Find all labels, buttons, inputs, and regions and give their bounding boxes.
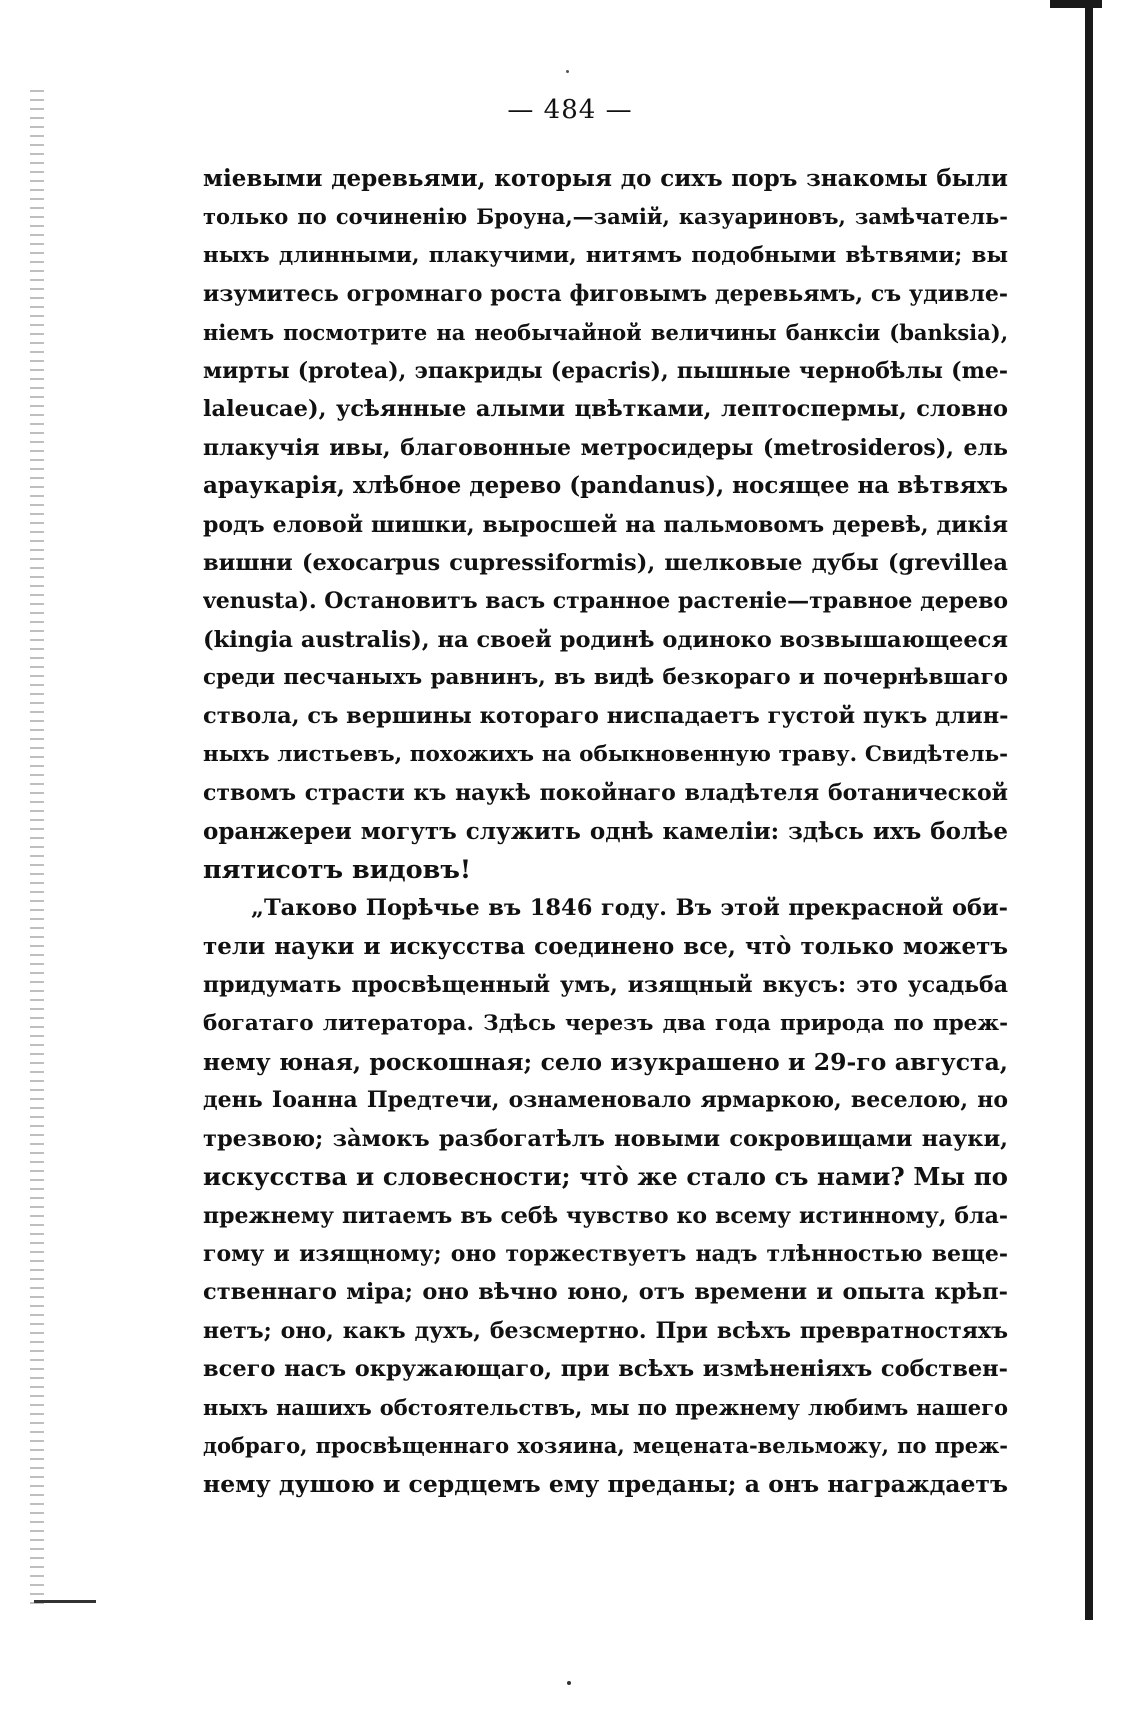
text-line: міевыми деревьями, которыя до сихъ поръ знакомы были — [203, 165, 1008, 192]
scan-speck — [567, 1681, 571, 1685]
paragraph-1 — [203, 160, 1008, 889]
text-line: родъ еловой шишки, выросшей на пальмовомъ деревѣ, дикія — [203, 511, 1008, 538]
scan-left-foot-artifact — [34, 1600, 96, 1603]
page-number: — 484 — — [507, 95, 633, 125]
text-line: тели науки и искусства соединено все, что̀ только можетъ — [203, 932, 1008, 960]
text-line: venusta). Остановитъ васъ странное растеніе—травное дерево — [203, 588, 1008, 615]
text-line: придумать просвѣщенный умъ, изящный вкусъ: это усадьба — [203, 972, 1008, 999]
text-line: трезвою; за̀мокъ разбогатѣлъ новыми сокровищами науки, — [203, 1125, 1008, 1152]
text-line: „Таково Порѣчье въ 1846 году. Въ этой прекрасной оби- — [251, 895, 1008, 922]
text-line: (kingia australis), на своей родинѣ одиноко возвышающееся — [203, 626, 1008, 653]
scan-speck — [566, 70, 569, 73]
text-line: всего насъ окружающаго, при всѣхъ измѣненіяхъ собствен- — [203, 1356, 1008, 1383]
text-line: искусства и словесности; что̀ же стало съ нами? Мы по — [203, 1162, 1008, 1192]
text-line: прежнему питаемъ въ себѣ чувство ко всему истинному, бла- — [203, 1202, 1008, 1229]
paragraph-2 — [203, 889, 1008, 1503]
text-line: ныхъ длинными, плакучими, нитямъ подобными вѣтвями; вы — [203, 242, 1008, 268]
text-line: день Іоанна Предтечи, ознаменовало ярмаркою, веселою, но — [203, 1087, 1008, 1114]
text-line: мирты (protea), эпакриды (epacris), пышные чернобѣлы (me- — [203, 357, 1008, 384]
text-line: laleucae), усѣянные алыми цвѣтками, лептоспермы, словно — [203, 396, 1008, 423]
scan-right-top-artifact — [1050, 0, 1102, 8]
text-line: ныхъ нашихъ обстоятельствъ, мы по прежнему любимъ нашего — [203, 1394, 1008, 1420]
text-line: только по сочиненію Броуна,—замій, казуариновъ, замѣчатель- — [203, 204, 1008, 230]
text-line: нему юная, роскошная; село изукрашено и 29-го августа, — [203, 1047, 1008, 1076]
text-line: нетъ; оно, какъ духъ, безсмертно. При всѣхъ превратностяхъ — [203, 1317, 1008, 1344]
text-line: ствомъ страсти къ наукѣ покойнаго владѣтеля ботанической — [203, 780, 1008, 807]
text-line: ственнаго міра; оно вѣчно юно, отъ времени и опыта крѣп- — [203, 1279, 1008, 1306]
text-line: гому и изящному; оно торжествуетъ надъ тлѣнностью веще- — [203, 1240, 1008, 1267]
text-line: ныхъ листьевъ, похожихъ на обыкновенную траву. Свидѣтель- — [203, 741, 1008, 767]
scan-right-edge-artifact — [1085, 0, 1093, 1620]
body-text — [203, 160, 1008, 1504]
text-line: вишни (exocarpus cupressiformis), шелковые дубы (grevillea — [203, 549, 1008, 576]
text-line: оранжереи могутъ служить однѣ камеліи: здѣсь ихъ болѣе — [203, 817, 1008, 845]
text-line: среди песчаныхъ равнинъ, въ видѣ безкораго и почернѣвшаго — [203, 665, 1008, 691]
text-line: плакучія ивы, благовонные метросидеры (metrosideros), ель — [203, 434, 1008, 461]
text-line: богатаго литератора. Здѣсь черезъ два года природа по преж- — [203, 1010, 1008, 1036]
text-line: ніемъ посмотрите на необычайной величины банксіи (banksia), — [203, 319, 1008, 345]
text-line: изумитесь огромнаго роста фиговымъ деревьямъ, съ удивле- — [203, 281, 1008, 308]
text-line: араукарія, хлѣбное дерево (pandanus), носящее на вѣтвяхъ — [203, 472, 1008, 500]
scan-left-edge-artifact — [30, 90, 44, 1610]
text-line: ствола, съ вершины котораго ниспадаетъ густой пукъ длин- — [203, 703, 1008, 730]
text-line: нему душою и сердцемъ ему преданы; а онъ награждаетъ — [203, 1470, 1008, 1499]
text-line: добраго, просвѣщеннаго хозяина, мецената-вельможу, по преж- — [203, 1432, 1008, 1458]
text-line: пятисотъ видовъ! — [203, 855, 472, 886]
